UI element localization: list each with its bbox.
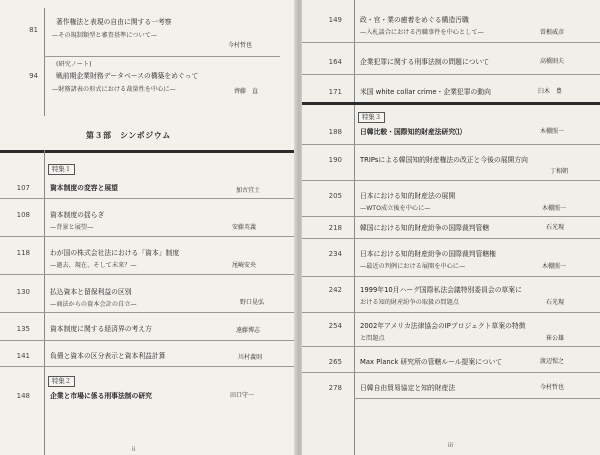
page-folio: iii: [448, 442, 454, 449]
entry-title: Max Planck 研究所の管轄ルール提案について: [360, 358, 503, 366]
entry-author: 齊藤 直: [234, 88, 259, 95]
divider: [302, 276, 600, 277]
entry-author: 木棚照一: [542, 205, 567, 212]
entry-title: 払込資本と留保利益の区別: [50, 288, 132, 296]
entry-title: 政・官・業の癒着をめぐる構造汚職: [360, 16, 469, 24]
divider: [0, 340, 296, 341]
entry-author: 曽根威彦: [540, 29, 565, 36]
divider: [0, 366, 296, 367]
divider: [302, 216, 600, 217]
page-number: 218: [328, 224, 342, 232]
page-number: 188: [328, 128, 342, 136]
page-number: 94: [29, 72, 38, 80]
page-number: 234: [328, 250, 342, 258]
entry-title: 日本における知的財産法の展開: [360, 192, 456, 200]
entry-subtitle: —財務諸表の形式における裁量性を中心に—: [52, 86, 176, 93]
divider: [302, 372, 600, 373]
entry-subtitle: —その規制類型と審査基準について—: [52, 32, 158, 39]
entry-subtitle: と問題点: [360, 335, 385, 342]
page-number: 81: [29, 26, 38, 34]
page-number: 149: [328, 16, 342, 24]
entry-author: 石光現: [546, 299, 565, 306]
entry-title: 著作権法と表現の自由に関する一考察: [56, 18, 172, 26]
divider: [302, 42, 600, 43]
entry-title: 1999年10月ハーグ国際私法会議特別委員会の草案に: [360, 286, 522, 294]
entry-author: 今村哲也: [228, 42, 253, 49]
divider: [0, 236, 296, 237]
left-rule: [44, 150, 45, 455]
entry-author: 田口守一: [230, 392, 255, 399]
page-number: 171: [328, 88, 342, 96]
entry-subtitle: おける知的財産紛争の取扱の問題点: [360, 299, 459, 306]
section-rule: [302, 102, 600, 105]
page-number: 107: [16, 184, 30, 192]
divider: [44, 56, 280, 57]
entry-author: 加古宜士: [236, 187, 261, 194]
entry-author: 安藤英義: [232, 224, 257, 231]
entry-author: 渡辺惺之: [540, 358, 565, 365]
entry-title: 負債と資本の区分表示と資本利益計算: [50, 352, 166, 360]
entry-title: 日韓自由貿易協定と知的財産法: [360, 384, 456, 392]
entry-subtitle: —過去、現在、そして未来？—: [50, 262, 137, 269]
entry-title: 2002年アメリカ法律協会のIPプロジェクト草案の特徴: [360, 322, 526, 330]
divider: [302, 74, 600, 75]
page-number: 108: [16, 211, 30, 219]
entry-author: 野口晃弘: [240, 299, 265, 306]
entry-author: 遠藤博志: [236, 327, 261, 334]
page-number: 118: [16, 249, 30, 257]
divider: [0, 198, 296, 199]
entry-title: 日韓比較・国際知的財産法研究⑴: [360, 128, 462, 136]
entry-author: 丁相朝: [550, 168, 569, 175]
page-number: 141: [16, 352, 30, 360]
entry-subtitle: —WTO成立後を中心に—: [360, 205, 431, 212]
entry-pretitle: (研究ノート): [56, 61, 92, 68]
entry-subtitle: —入札談合における汚職事件を中心として—: [360, 29, 484, 36]
right-page: [302, 0, 600, 455]
left-top-rule: [44, 8, 45, 116]
page-number: 190: [328, 156, 342, 164]
entry-title: 企業犯罪に関する刑事法制の問題について: [360, 58, 490, 66]
entry-author: 川村義則: [238, 354, 263, 361]
entry-title: TRIPsによる韓国知的財産権法の改正と今後の展開方向: [360, 156, 528, 164]
entry-author: 崔公雄: [546, 335, 565, 342]
left-page: [0, 0, 296, 455]
right-rule: [354, 0, 355, 455]
section-title: 第３部 シンポジウム: [86, 131, 171, 140]
entry-title: 戦前期企業財務データベースの構築をめぐって: [56, 72, 199, 80]
page-number: 148: [16, 392, 30, 400]
special-feature-badge: 特集１: [48, 164, 75, 175]
divider: [302, 238, 600, 239]
divider: [302, 312, 600, 313]
entry-title: 資本制度の変容と展望: [50, 184, 118, 192]
divider: [0, 312, 296, 313]
entry-title: 日本における知的財産紛争の国際裁判管轄権: [360, 250, 496, 258]
entry-author: 木棚照一: [542, 263, 567, 270]
entry-author: 臼木 豊: [538, 88, 563, 95]
entry-subtitle: —商法からの資本会計の自立—: [50, 301, 137, 308]
entry-title: 韓国における知的財産紛争の国際裁判管轄: [360, 224, 490, 232]
page-number: 265: [328, 358, 342, 366]
page-number: 205: [328, 192, 342, 200]
page-folio: ii: [132, 446, 136, 453]
page-number: 135: [16, 325, 30, 333]
entry-subtitle: —最近の判例における展開を中心に—: [360, 263, 466, 270]
divider: [302, 180, 600, 181]
entry-author: 今村哲也: [540, 384, 565, 391]
divider: [0, 274, 296, 275]
special-feature-badge: 特集２: [48, 376, 75, 387]
entry-author: 尾崎安央: [232, 262, 257, 269]
page-number: 130: [16, 288, 30, 296]
entry-title: 米国 white collar crime・企業犯罪の動向: [360, 88, 491, 96]
entry-author: 木棚照一: [540, 128, 565, 135]
page-number: 278: [328, 384, 342, 392]
page-number: 242: [328, 286, 342, 294]
page-number: 164: [328, 58, 342, 66]
page-number: 254: [328, 322, 342, 330]
entry-title: 資本制度の揺らぎ: [50, 211, 105, 219]
divider: [354, 398, 600, 399]
divider: [302, 346, 600, 347]
entry-subtitle: —背景と展望—: [50, 224, 94, 231]
entry-title: 企業と市場に係る刑事法制の研究: [50, 392, 152, 400]
divider: [302, 144, 600, 145]
entry-title: わが国の株式会社法における「資本」制度: [50, 249, 180, 257]
entry-title: 資本制度に関する経済界の考え方: [50, 325, 152, 333]
special-feature-badge: 特集３: [358, 112, 385, 123]
entry-author: 高橋則夫: [540, 58, 565, 65]
entry-author: 石光現: [546, 224, 565, 231]
